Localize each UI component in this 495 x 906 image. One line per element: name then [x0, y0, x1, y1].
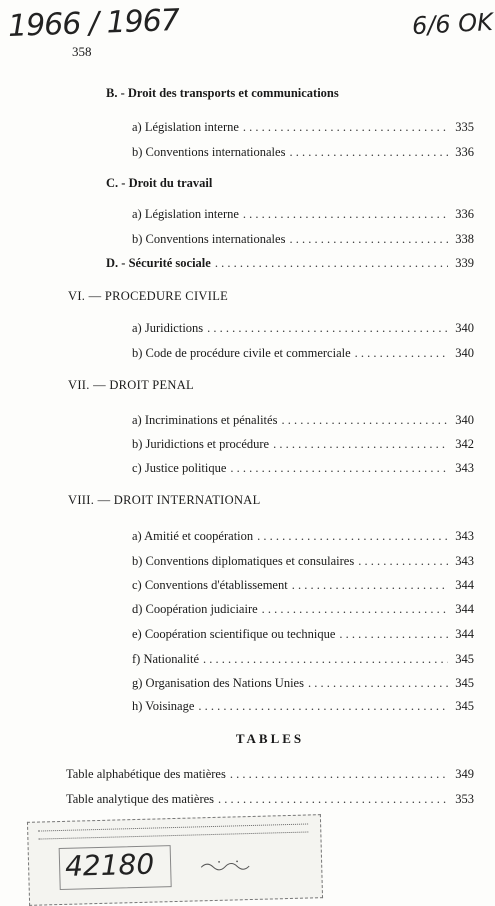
tables-entry-label: Table alphabétique des matières — [66, 767, 226, 781]
toc-entry-page: 335 — [455, 120, 474, 134]
toc-entry-label: c) Conventions d'établissement — [132, 578, 288, 592]
toc-entry-page: 343 — [455, 554, 474, 568]
toc-entry — [132, 627, 474, 642]
toc-entry — [132, 232, 474, 247]
toc-entry — [132, 207, 474, 222]
library-stamp — [27, 814, 323, 906]
toc-entry-label: d) Coopération judiciaire — [132, 602, 258, 616]
toc-entry-page: 340 — [455, 346, 474, 360]
toc-entry — [132, 699, 474, 714]
toc-entry-label: a) Amitié et coopération — [132, 529, 254, 543]
toc-entry — [132, 652, 474, 667]
handwritten-years: 1966 / 1967 — [7, 3, 180, 44]
toc-entry-page: 336 — [455, 145, 474, 159]
dot-leader — [257, 529, 448, 544]
toc-entry-page: 339 — [455, 256, 474, 270]
toc-entry-label: b) Code de procédure civile et commerciale — [132, 346, 351, 360]
dot-leader — [215, 256, 448, 271]
toc-entry-page: 344 — [455, 602, 474, 616]
dot-leader — [230, 461, 448, 476]
tables-entry — [66, 792, 474, 807]
stamp-accession-number: 42180 — [64, 847, 155, 883]
toc-entry — [132, 602, 474, 617]
toc-entry-page: 344 — [455, 627, 474, 641]
dot-leader — [243, 207, 448, 222]
toc-entry — [132, 321, 474, 336]
toc-entry-label: f) Nationalité — [132, 652, 199, 666]
toc-entry — [132, 554, 474, 569]
toc-entry — [132, 437, 474, 452]
dot-leader — [355, 346, 448, 361]
dot-leader — [230, 767, 448, 782]
toc-entry-page: 338 — [455, 232, 474, 246]
subsection-securite: D. - Sécurité sociale — [106, 256, 211, 270]
toc-entry-label: e) Coopération scientifique ou technique — [132, 627, 336, 641]
dot-leader — [292, 578, 448, 593]
toc-entry-page: 344 — [455, 578, 474, 592]
tables-entry-page: 349 — [455, 767, 474, 781]
toc-entry — [132, 461, 474, 476]
toc-entry-label: h) Voisinage — [132, 699, 195, 713]
toc-entry-page: 340 — [455, 321, 474, 335]
dot-leader — [262, 602, 448, 617]
toc-entry-page: 340 — [455, 413, 474, 427]
toc-entry-label: b) Juridictions et procédure — [132, 437, 270, 451]
section-droit-penal: VII. — DROIT PENAL — [68, 378, 194, 392]
dot-leader — [207, 321, 448, 336]
toc-entry-label: a) Législation interne — [132, 120, 239, 134]
toc-entry-page: 345 — [455, 699, 474, 713]
toc-entry-label: b) Conventions internationales — [132, 232, 286, 246]
dot-leader — [358, 554, 448, 569]
toc-entry-label: c) Justice politique — [132, 461, 227, 475]
toc-entry — [132, 413, 474, 428]
tables-heading: TABLES — [235, 731, 305, 746]
toc-entry — [132, 676, 474, 691]
toc-entry-page: 336 — [455, 207, 474, 221]
arabic-script-scribble-icon — [199, 857, 259, 873]
toc-entry-page: 343 — [455, 529, 474, 543]
dot-leader — [198, 699, 448, 714]
toc-entry-label: b) Conventions diplomatiques et consulaires — [132, 554, 355, 568]
toc-entry-label: a) Incriminations et pénalités — [132, 413, 278, 427]
toc-entry — [132, 578, 474, 593]
page-number: 358 — [72, 44, 92, 59]
dot-leader — [289, 232, 448, 247]
toc-entry-page: 343 — [455, 461, 474, 475]
dot-leader — [308, 676, 448, 691]
dot-leader — [281, 413, 448, 428]
toc-entry-label: b) Conventions internationales — [132, 145, 286, 159]
dot-leader — [273, 437, 448, 452]
toc-entry-label: a) Juridictions — [132, 321, 204, 335]
dot-leader — [339, 627, 448, 642]
dot-leader — [289, 145, 448, 160]
toc-entry-securite — [106, 256, 474, 271]
toc-entry-page: 345 — [455, 652, 474, 666]
dot-leader — [203, 652, 448, 667]
section-droit-international: VIII. — DROIT INTERNATIONAL — [68, 493, 261, 507]
subsection-transports: B. - Droit des transports et communications — [106, 86, 339, 100]
toc-entry — [132, 120, 474, 135]
toc-entry-page: 345 — [455, 676, 474, 690]
toc-entry-page: 342 — [455, 437, 474, 451]
subsection-travail: C. - Droit du travail — [106, 176, 213, 190]
toc-entry — [132, 346, 474, 361]
stamp-arabic-script — [199, 857, 259, 876]
toc-entry-label: g) Organisation des Nations Unies — [132, 676, 304, 690]
toc-entry-label: a) Législation interne — [132, 207, 239, 221]
toc-entry — [132, 529, 474, 544]
handwritten-count: 6/6 OK — [411, 7, 494, 41]
tables-entry-page: 353 — [455, 792, 474, 806]
tables-entry-label: Table analytique des matières — [66, 792, 215, 806]
dot-leader — [243, 120, 448, 135]
section-procedure-civile: VI. — PROCEDURE CIVILE — [68, 289, 229, 303]
toc-entry — [132, 145, 474, 160]
dot-leader — [218, 792, 448, 807]
tables-entry — [66, 767, 474, 782]
